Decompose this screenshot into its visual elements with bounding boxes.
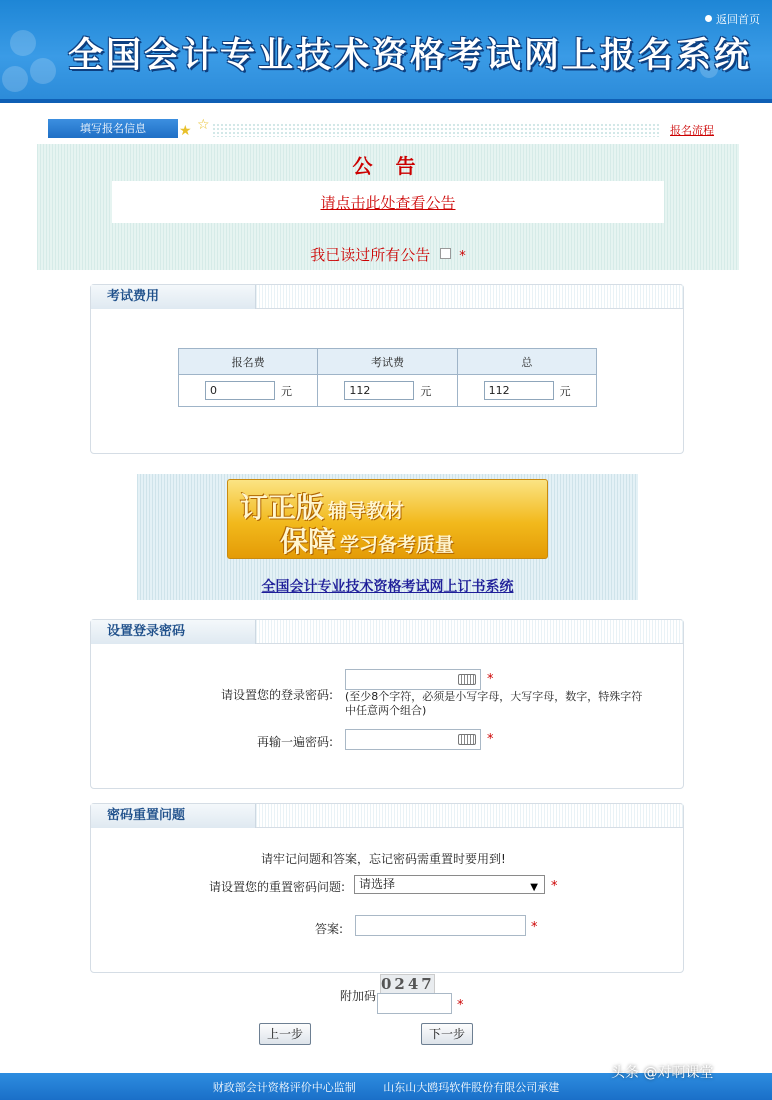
fee-cell	[179, 375, 318, 407]
unit-label: 元	[420, 384, 432, 398]
decor-dot	[2, 66, 28, 92]
keyboard-icon[interactable]	[458, 674, 476, 685]
password-hint: (至少8个字符，必须是小写字母，大写字母，数字，特殊字符中任意两个组合)	[345, 690, 643, 717]
fee-cell	[318, 375, 457, 407]
progress-dots	[212, 123, 660, 137]
reset-question-panel	[90, 803, 684, 973]
required-mark: *	[531, 920, 538, 935]
confirm-password-input[interactable]	[345, 729, 481, 750]
ad-line	[280, 520, 454, 559]
confirm-password-label: 再输一遍密码:	[257, 735, 334, 749]
tab-fill-info[interactable]: 填写报名信息	[48, 119, 178, 138]
view-notice-link[interactable]: 请点击此处查看公告	[320, 194, 456, 212]
home-link-label: 返回首页	[716, 13, 760, 26]
fee-table	[178, 348, 597, 407]
captcha-input[interactable]	[377, 993, 452, 1014]
column-header: 总	[457, 349, 596, 375]
panel-header	[91, 804, 683, 828]
decor-dot	[10, 30, 36, 56]
captcha-label: 附加码	[340, 989, 377, 1003]
notice-section	[37, 144, 739, 270]
panel-title: 设置登录密码	[91, 620, 256, 644]
step-row	[0, 117, 772, 141]
read-all-row	[37, 244, 739, 265]
reset-question-label: 请设置您的重置密码问题:	[209, 880, 346, 894]
ad-banner[interactable]	[227, 479, 548, 559]
site-title: 全国会计专业技术资格考试网上报名系统	[68, 35, 753, 76]
unit-label: 元	[281, 384, 292, 398]
total-fee-field[interactable]: 112	[484, 381, 554, 400]
password-label: 请设置您的登录密码:	[221, 688, 334, 702]
answer-label: 答案:	[315, 922, 344, 936]
reset-note: 请牢记问题和答案，忘记密码需重置时要用到!	[261, 852, 506, 866]
notice-box	[112, 181, 664, 223]
required-mark: *	[459, 249, 466, 264]
required-mark: *	[487, 732, 494, 747]
notice-title: 公 告	[352, 154, 424, 178]
exam-fee-field[interactable]: 112	[344, 381, 414, 400]
fee-panel	[90, 284, 684, 454]
reset-question-select[interactable]	[354, 875, 545, 894]
reset-question-selected: 请选择	[359, 877, 396, 891]
header-strip	[0, 99, 772, 103]
next-step-button[interactable]: 下一步	[421, 1023, 473, 1045]
decor-dot	[30, 58, 56, 84]
footer-builder: 山东山大鸥玛软件股份有限公司承建	[383, 1081, 560, 1094]
panel-header	[91, 285, 683, 309]
read-all-label: 我已读过所有公告	[310, 246, 431, 264]
required-mark: *	[487, 672, 494, 687]
column-header: 报名费	[179, 349, 318, 375]
table-header-row	[179, 349, 597, 375]
password-panel	[90, 619, 684, 789]
ad-headline: 保障	[280, 525, 337, 558]
star-icon: ★	[179, 123, 192, 139]
captcha-image[interactable]: 0247	[381, 975, 435, 993]
fee-cell	[457, 375, 596, 407]
panel-title: 密码重置问题	[91, 804, 256, 828]
watermark: 头条 @对啊课堂	[611, 1065, 714, 1081]
ad-subline: 学习备考质量	[340, 534, 455, 556]
password-input[interactable]	[345, 669, 481, 690]
keyboard-icon[interactable]	[458, 734, 476, 745]
panel-title: 考试费用	[91, 285, 256, 309]
home-link[interactable]	[705, 11, 760, 27]
panel-header	[91, 620, 683, 644]
registration-flow-link[interactable]: 报名流程	[670, 124, 714, 137]
header-banner	[0, 0, 772, 103]
ad-subline: 辅导教材	[328, 500, 405, 522]
required-mark: *	[457, 998, 464, 1013]
required-mark: *	[551, 879, 558, 894]
answer-input[interactable]	[355, 915, 526, 936]
book-order-ad	[137, 474, 638, 600]
book-order-link[interactable]: 全国会计专业技术资格考试网上订书系统	[261, 579, 514, 595]
table-row	[179, 375, 597, 407]
column-header: 考试费	[318, 349, 457, 375]
registration-fee-field[interactable]: 0	[205, 381, 275, 400]
bullet-icon	[705, 15, 712, 22]
read-all-checkbox[interactable]	[440, 248, 451, 259]
unit-label: 元	[559, 384, 571, 398]
dropdown-arrow-icon: ▼	[530, 882, 538, 893]
prev-step-button[interactable]: 上一步	[259, 1023, 311, 1045]
ad-headline: 订正版	[240, 491, 325, 524]
footer-supervisor: 财政部会计资格评价中心监制	[212, 1081, 356, 1094]
star-icon: ☆	[197, 117, 210, 133]
